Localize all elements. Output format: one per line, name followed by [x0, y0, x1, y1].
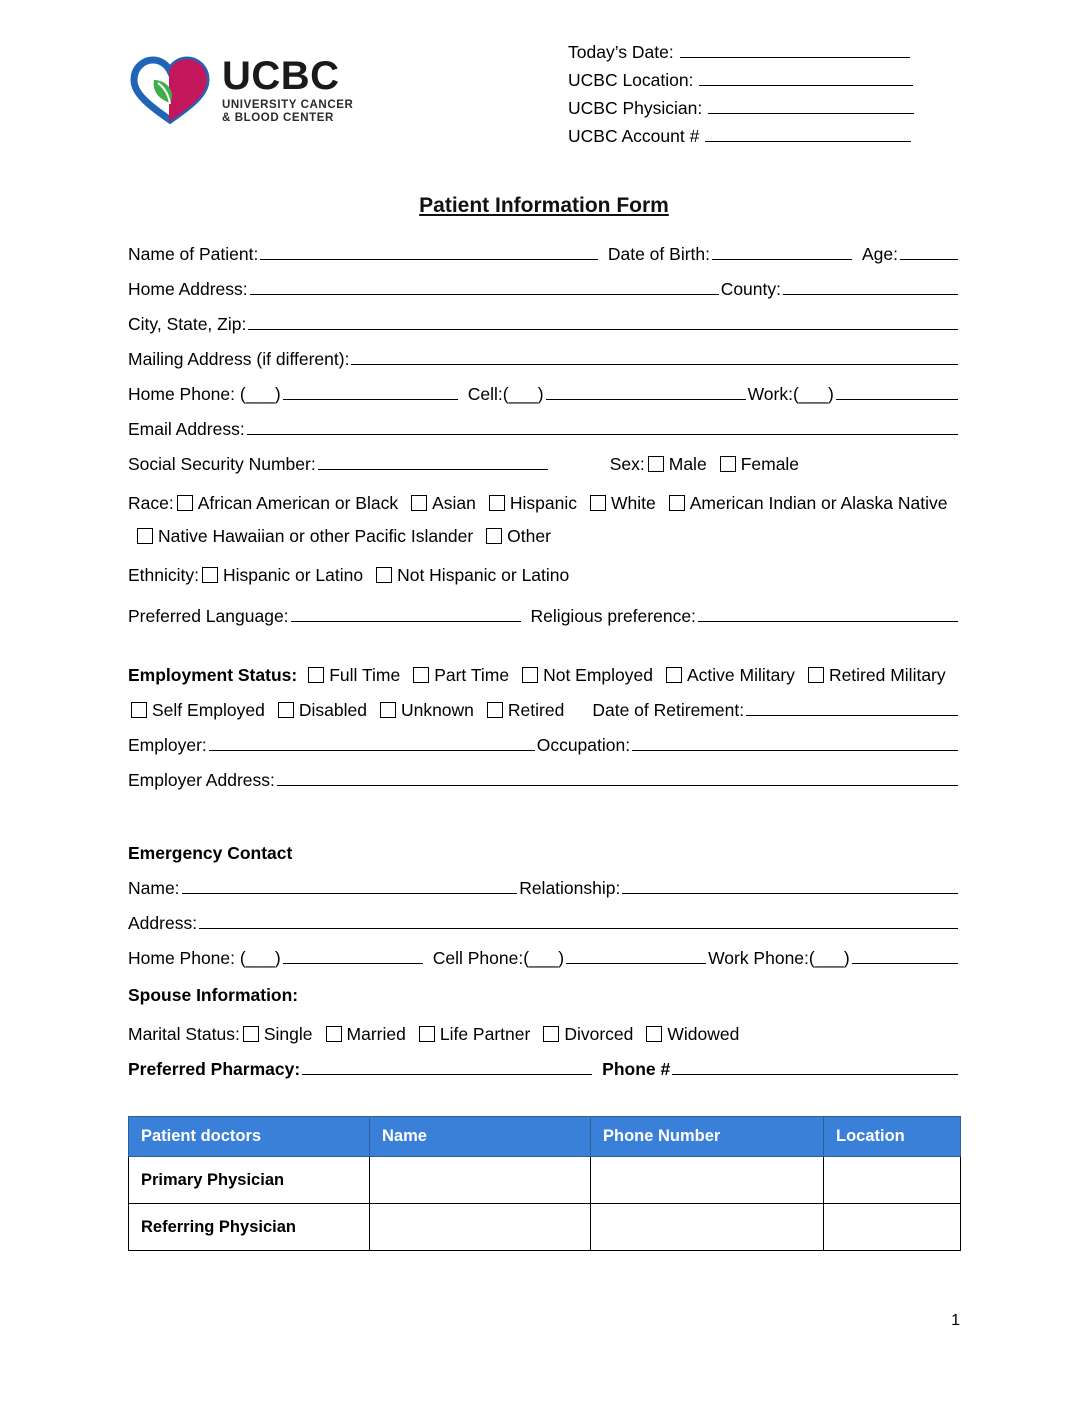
- field-ucbc-physician: [568, 96, 914, 119]
- primary-physician-phone-cell[interactable]: [591, 1157, 824, 1204]
- logo-subtitle-line1: UNIVERSITY CANCER: [222, 98, 354, 111]
- cell-phone-label: Cell:(___): [467, 384, 544, 404]
- employment-option-full-time[interactable]: [305, 665, 400, 686]
- page-title: Patient Information Form: [419, 194, 669, 217]
- name-of-patient-label: Name of Patient:: [128, 244, 259, 264]
- row-ethnicity: [128, 565, 960, 586]
- primary-physician-name-cell[interactable]: [370, 1157, 591, 1204]
- occupation-label: Occupation:: [536, 735, 631, 755]
- row-employer-address: [128, 768, 960, 791]
- race-option-label: Native Hawaiian or other Pacific Islander: [158, 526, 474, 546]
- sex-option-male[interactable]: [645, 454, 707, 475]
- ec-home-phone-label: Home Phone: (___): [128, 948, 281, 968]
- race-option-african-american[interactable]: [174, 493, 398, 514]
- marital-option-life-partner[interactable]: [416, 1024, 530, 1045]
- religious-preference-label: Religious preference:: [530, 606, 696, 626]
- checkbox-icon[interactable]: [666, 667, 682, 683]
- ec-name-input[interactable]: [182, 876, 518, 894]
- table-header-row: [129, 1117, 961, 1157]
- marital-option-label: Married: [346, 1024, 406, 1044]
- race-option-label: Asian: [432, 493, 476, 513]
- employment-option-active-military[interactable]: [663, 665, 795, 686]
- ucbc-physician-input[interactable]: [708, 96, 914, 114]
- checkbox-icon[interactable]: [489, 495, 505, 511]
- race-option-american-indian[interactable]: [666, 493, 948, 514]
- col-location: Location: [824, 1117, 961, 1157]
- employment-option-part-time[interactable]: [410, 665, 509, 686]
- checkbox-icon[interactable]: [487, 702, 503, 718]
- row-ssn-sex: [128, 452, 960, 475]
- checkbox-icon[interactable]: [419, 1026, 435, 1042]
- checkbox-icon[interactable]: [669, 495, 685, 511]
- col-patient-doctors: Patient doctors: [129, 1117, 370, 1157]
- referring-physician-location-cell[interactable]: [824, 1204, 961, 1251]
- emergency-contact-heading: Emergency Contact: [128, 843, 293, 863]
- employer-address-label: Employer Address:: [128, 770, 275, 790]
- ucbc-account-input[interactable]: [705, 124, 911, 142]
- ec-cell-phone-label: Cell Phone:(___): [432, 948, 565, 968]
- checkbox-icon[interactable]: [380, 702, 396, 718]
- checkbox-icon[interactable]: [243, 1026, 259, 1042]
- ec-work-phone-input[interactable]: [852, 946, 958, 964]
- marital-option-married[interactable]: [323, 1024, 406, 1045]
- ucbc-logo: [128, 36, 458, 126]
- row-patient-name: [128, 242, 960, 265]
- checkbox-icon[interactable]: [131, 702, 147, 718]
- employment-status-label: Employment Status:: [128, 665, 298, 685]
- sex-label: Sex:: [609, 454, 645, 474]
- checkbox-icon[interactable]: [720, 456, 736, 472]
- city-state-zip-input[interactable]: [248, 312, 958, 330]
- checkbox-icon[interactable]: [590, 495, 606, 511]
- row-ec-name: [128, 876, 960, 899]
- ec-address-input[interactable]: [199, 911, 958, 929]
- col-phone-number: Phone Number: [591, 1117, 824, 1157]
- checkbox-icon[interactable]: [543, 1026, 559, 1042]
- checkbox-icon[interactable]: [522, 667, 538, 683]
- row-label-primary-physician: Primary Physician: [129, 1157, 370, 1204]
- employer-address-input[interactable]: [277, 768, 958, 786]
- ec-cell-phone-input[interactable]: [566, 946, 706, 964]
- employment-option-label: Active Military: [687, 665, 795, 685]
- row-city-state-zip: [128, 312, 960, 335]
- field-ucbc-account: [568, 124, 914, 147]
- todays-date-input[interactable]: [680, 40, 910, 58]
- checkbox-icon[interactable]: [486, 528, 502, 544]
- checkbox-icon[interactable]: [413, 667, 429, 683]
- email-input[interactable]: [247, 417, 958, 435]
- ethnicity-option-label: Not Hispanic or Latino: [397, 565, 570, 585]
- ec-address-label: Address:: [128, 913, 198, 933]
- work-phone-input[interactable]: [836, 382, 958, 400]
- field-ucbc-location: [568, 68, 914, 91]
- employment-option-disabled[interactable]: [275, 700, 367, 721]
- name-of-patient-input[interactable]: [260, 242, 598, 260]
- checkbox-icon[interactable]: [411, 495, 427, 511]
- employment-option-label: Part Time: [434, 665, 510, 685]
- preferred-language-input[interactable]: [291, 604, 521, 622]
- race-option-label: Hispanic: [509, 493, 577, 513]
- occupation-input[interactable]: [632, 733, 958, 751]
- table-row: [129, 1204, 961, 1251]
- page-header: [0, 0, 1088, 152]
- checkbox-icon[interactable]: [308, 667, 324, 683]
- ethnicity-option-not-hispanic[interactable]: [373, 565, 569, 586]
- logo-subtitle-line2: & BLOOD CENTER: [222, 112, 334, 124]
- col-name: Name: [370, 1117, 591, 1157]
- date-of-retirement-label: Date of Retirement:: [592, 700, 745, 720]
- field-todays-date: [568, 40, 914, 63]
- pharmacy-phone-label: Phone #: [602, 1059, 671, 1079]
- form-body: [0, 242, 1088, 1080]
- row-race-1: [128, 493, 960, 514]
- checkbox-icon[interactable]: [202, 567, 218, 583]
- checkbox-icon[interactable]: [646, 1026, 662, 1042]
- spouse-information-heading: Spouse Information:: [128, 985, 299, 1005]
- primary-physician-location-cell[interactable]: [824, 1157, 961, 1204]
- ucbc-location-label: UCBC Location:: [568, 70, 694, 90]
- checkbox-icon[interactable]: [808, 667, 824, 683]
- pharmacy-phone-input[interactable]: [672, 1057, 958, 1075]
- home-address-label: Home Address:: [128, 279, 248, 299]
- row-mailing-address: [128, 347, 960, 370]
- preferred-pharmacy-input[interactable]: [302, 1057, 592, 1075]
- email-label: Email Address:: [128, 419, 245, 439]
- marital-option-label: Divorced: [564, 1024, 634, 1044]
- cell-phone-input[interactable]: [546, 382, 746, 400]
- county-label: County:: [720, 279, 781, 299]
- ec-relationship-input[interactable]: [622, 876, 958, 894]
- preferred-language-label: Preferred Language:: [128, 606, 289, 626]
- logo-title: UCBC: [222, 53, 340, 98]
- marital-option-label: Widowed: [667, 1024, 740, 1044]
- row-email: [128, 417, 960, 440]
- row-employer-occupation: [128, 733, 960, 756]
- checkbox-icon[interactable]: [326, 1026, 342, 1042]
- referring-physician-phone-cell[interactable]: [591, 1204, 824, 1251]
- religious-preference-input[interactable]: [698, 604, 958, 622]
- home-phone-label: Home Phone: (___): [128, 384, 281, 404]
- marital-option-single[interactable]: [240, 1024, 313, 1045]
- ucbc-account-label: UCBC Account #: [568, 126, 700, 146]
- mailing-address-label: Mailing Address (if different):: [128, 349, 350, 369]
- race-option-hispanic[interactable]: [486, 493, 577, 514]
- page-number: 1: [951, 1312, 960, 1329]
- ethnicity-label: Ethnicity:: [128, 565, 199, 585]
- marital-status-label: Marital Status:: [128, 1024, 240, 1044]
- employment-option-unknown[interactable]: [377, 700, 474, 721]
- ec-work-phone-label: Work Phone:(___): [708, 948, 850, 968]
- employment-option-retired-military[interactable]: [805, 665, 946, 686]
- checkbox-icon[interactable]: [278, 702, 294, 718]
- checkbox-icon[interactable]: [137, 528, 153, 544]
- sex-male-label: Male: [668, 454, 707, 474]
- preferred-pharmacy-label: Preferred Pharmacy:: [128, 1059, 301, 1079]
- race-option-label: African American or Black: [197, 493, 399, 513]
- race-option-label: American Indian or Alaska Native: [689, 493, 948, 513]
- row-marital-status: [128, 1024, 960, 1045]
- race-option-label: White: [610, 493, 656, 513]
- row-home-address: [128, 277, 960, 300]
- employment-option-retired[interactable]: [484, 700, 564, 721]
- row-race-2: [128, 526, 960, 547]
- sex-option-female[interactable]: [717, 454, 799, 475]
- race-option-other[interactable]: [483, 526, 551, 547]
- logo-wordmark: [222, 53, 354, 125]
- row-employment-2: [128, 698, 960, 721]
- row-preferred-pharmacy: [128, 1057, 960, 1080]
- checkbox-icon[interactable]: [177, 495, 193, 511]
- checkbox-icon[interactable]: [648, 456, 664, 472]
- ethnicity-option-hispanic[interactable]: [199, 565, 363, 586]
- ec-relationship-label: Relationship:: [519, 878, 621, 898]
- race-label: Race:: [128, 493, 174, 513]
- city-state-zip-label: City, State, Zip:: [128, 314, 247, 334]
- marital-option-label: Single: [263, 1024, 313, 1044]
- race-option-native-hawaiian[interactable]: [134, 526, 473, 547]
- county-input[interactable]: [783, 277, 958, 295]
- row-ec-address: [128, 911, 960, 934]
- employer-label: Employer:: [128, 735, 207, 755]
- ucbc-location-input[interactable]: [699, 68, 913, 86]
- employer-input[interactable]: [209, 733, 535, 751]
- employment-option-label: Retired: [507, 700, 565, 720]
- marital-option-widowed[interactable]: [643, 1024, 739, 1045]
- employment-option-label: Not Employed: [543, 665, 653, 685]
- ec-name-label: Name:: [128, 878, 180, 898]
- todays-date-label: Today’s Date:: [568, 42, 674, 62]
- ethnicity-option-label: Hispanic or Latino: [223, 565, 364, 585]
- ssn-input[interactable]: [318, 452, 548, 470]
- row-language-religion: [128, 604, 960, 627]
- employment-option-label: Full Time: [329, 665, 401, 685]
- ssn-label: Social Security Number:: [128, 454, 316, 474]
- mailing-address-input[interactable]: [351, 347, 958, 365]
- employment-option-self-employed[interactable]: [128, 700, 265, 721]
- checkbox-icon[interactable]: [376, 567, 392, 583]
- employment-option-not-employed[interactable]: [519, 665, 653, 686]
- race-option-label: Other: [507, 526, 551, 546]
- row-phones: [128, 382, 960, 405]
- patient-doctors-table: [128, 1116, 961, 1251]
- row-label-referring-physician: Referring Physician: [129, 1204, 370, 1251]
- employment-option-label: Retired Military: [828, 665, 946, 685]
- referring-physician-name-cell[interactable]: [370, 1204, 591, 1251]
- race-option-asian[interactable]: [408, 493, 476, 514]
- row-employment-1: [128, 665, 960, 686]
- employment-option-label: Self Employed: [152, 700, 265, 720]
- heart-leaf-logo-icon: [128, 54, 212, 126]
- age-input[interactable]: [900, 242, 958, 260]
- marital-option-divorced[interactable]: [540, 1024, 633, 1045]
- age-label: Age:: [862, 244, 898, 264]
- row-ec-phones: [128, 946, 960, 969]
- date-of-retirement-input[interactable]: [746, 698, 958, 716]
- home-phone-input[interactable]: [283, 382, 458, 400]
- work-phone-label: Work:(___): [747, 384, 834, 404]
- sex-female-label: Female: [740, 454, 800, 474]
- table-row: [129, 1157, 961, 1204]
- employment-option-label: Unknown: [400, 700, 474, 720]
- race-option-white[interactable]: [587, 493, 656, 514]
- ec-home-phone-input[interactable]: [283, 946, 423, 964]
- ucbc-physician-label: UCBC Physician:: [568, 98, 703, 118]
- date-of-birth-input[interactable]: [712, 242, 852, 260]
- date-of-birth-label: Date of Birth:: [607, 244, 710, 264]
- employment-option-label: Disabled: [298, 700, 367, 720]
- marital-option-label: Life Partner: [439, 1024, 531, 1044]
- home-address-input[interactable]: [250, 277, 719, 295]
- header-fields: [568, 36, 914, 152]
